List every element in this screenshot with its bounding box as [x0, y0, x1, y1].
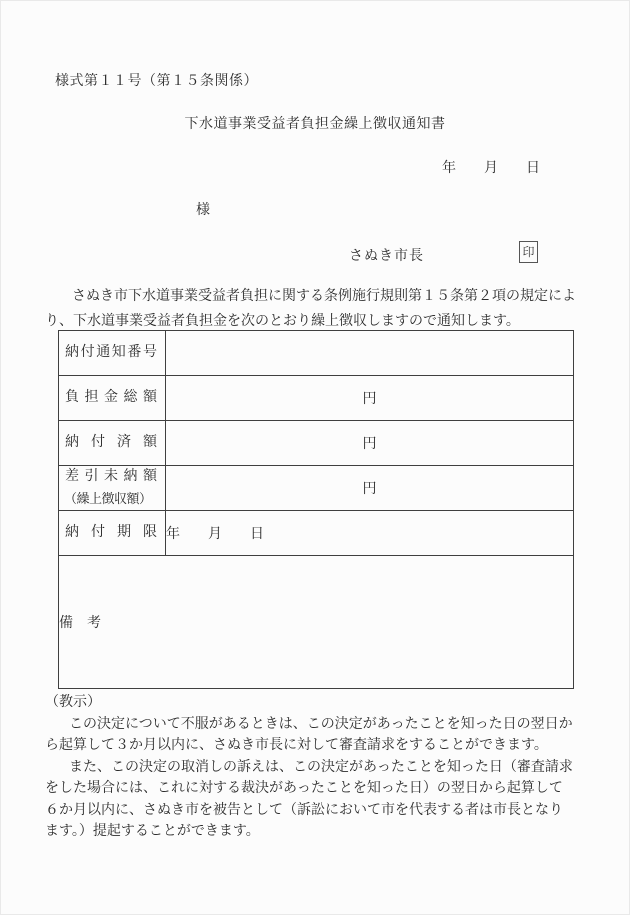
notice-line: また、この決定の取消しの訴えは、この決定があったことを知った日（審査請求 — [69, 759, 573, 775]
intro-line: さぬき市下水道事業受益者負担に関する条例施行規則第１５条第２項の規定によ — [72, 289, 576, 304]
row-remarks — [59, 556, 574, 689]
intro-line: り、下水道事業受益者負担金を次のとおり繰上徴収しますので通知します。 — [45, 314, 520, 329]
label-cell — [59, 421, 166, 466]
label-cell — [59, 376, 166, 421]
intro-paragraph — [45, 284, 585, 334]
value-cell: 年 月 日 — [166, 511, 574, 556]
remarks-cell — [59, 556, 574, 689]
row-payment-notice-number — [59, 331, 574, 376]
payment-notice-table — [58, 330, 574, 689]
label-cell — [59, 331, 166, 376]
notice-line: ら起算して３か月以内に、さぬき市長に対して審査請求をすることができます。 — [45, 738, 548, 753]
notice-line: この決定について不服があるときは、この決定があったことを知った日の翌日か — [69, 716, 573, 732]
issuer-line — [1, 241, 629, 263]
form-number: 様式第１１号（第１５条関係） — [55, 74, 258, 89]
row-label: 備 考 — [59, 616, 101, 631]
row-label: 納付通知番号 — [65, 345, 157, 360]
row-total-charge — [59, 376, 574, 421]
page-title: 下水道事業受益者負担金繰上徴収通知書 — [184, 117, 446, 132]
value-cell: 円 — [166, 466, 574, 511]
issuer-name: さぬき市長 — [349, 249, 424, 264]
value-cell — [166, 331, 574, 376]
value-cell: 円 — [166, 421, 574, 466]
row-paid-amount — [59, 421, 574, 466]
row-payment-deadline — [59, 511, 574, 556]
row-label: 納付期限 — [65, 525, 157, 540]
label-cell — [59, 466, 166, 511]
row-unpaid-balance — [59, 466, 574, 511]
row-label: 納付済額 — [65, 435, 157, 450]
row-label-sub: （繰上徴収額） — [64, 491, 152, 506]
issue-date-line: 年 月 日 — [442, 161, 540, 176]
row-label: 負担金総額 — [65, 390, 157, 405]
notice-line: ます。）提起することができます。 — [45, 824, 260, 839]
value-cell: 円 — [166, 376, 574, 421]
label-cell — [59, 511, 166, 556]
seal-stamp-box: 印 — [519, 241, 538, 263]
row-label: 差引未納額 — [65, 469, 157, 484]
notice-line: ６か月以内に、さぬき市を被告として（訴訟において市を代表する者は市長となり — [45, 802, 563, 818]
appeal-instructions-heading: （教示） — [45, 695, 101, 710]
addressee-honorific: 様 — [196, 203, 210, 218]
notice-line: をした場合には、これに対する裁決があったことを知った日）の翌日から起算して — [45, 781, 563, 796]
appeal-instructions-section — [45, 692, 590, 843]
